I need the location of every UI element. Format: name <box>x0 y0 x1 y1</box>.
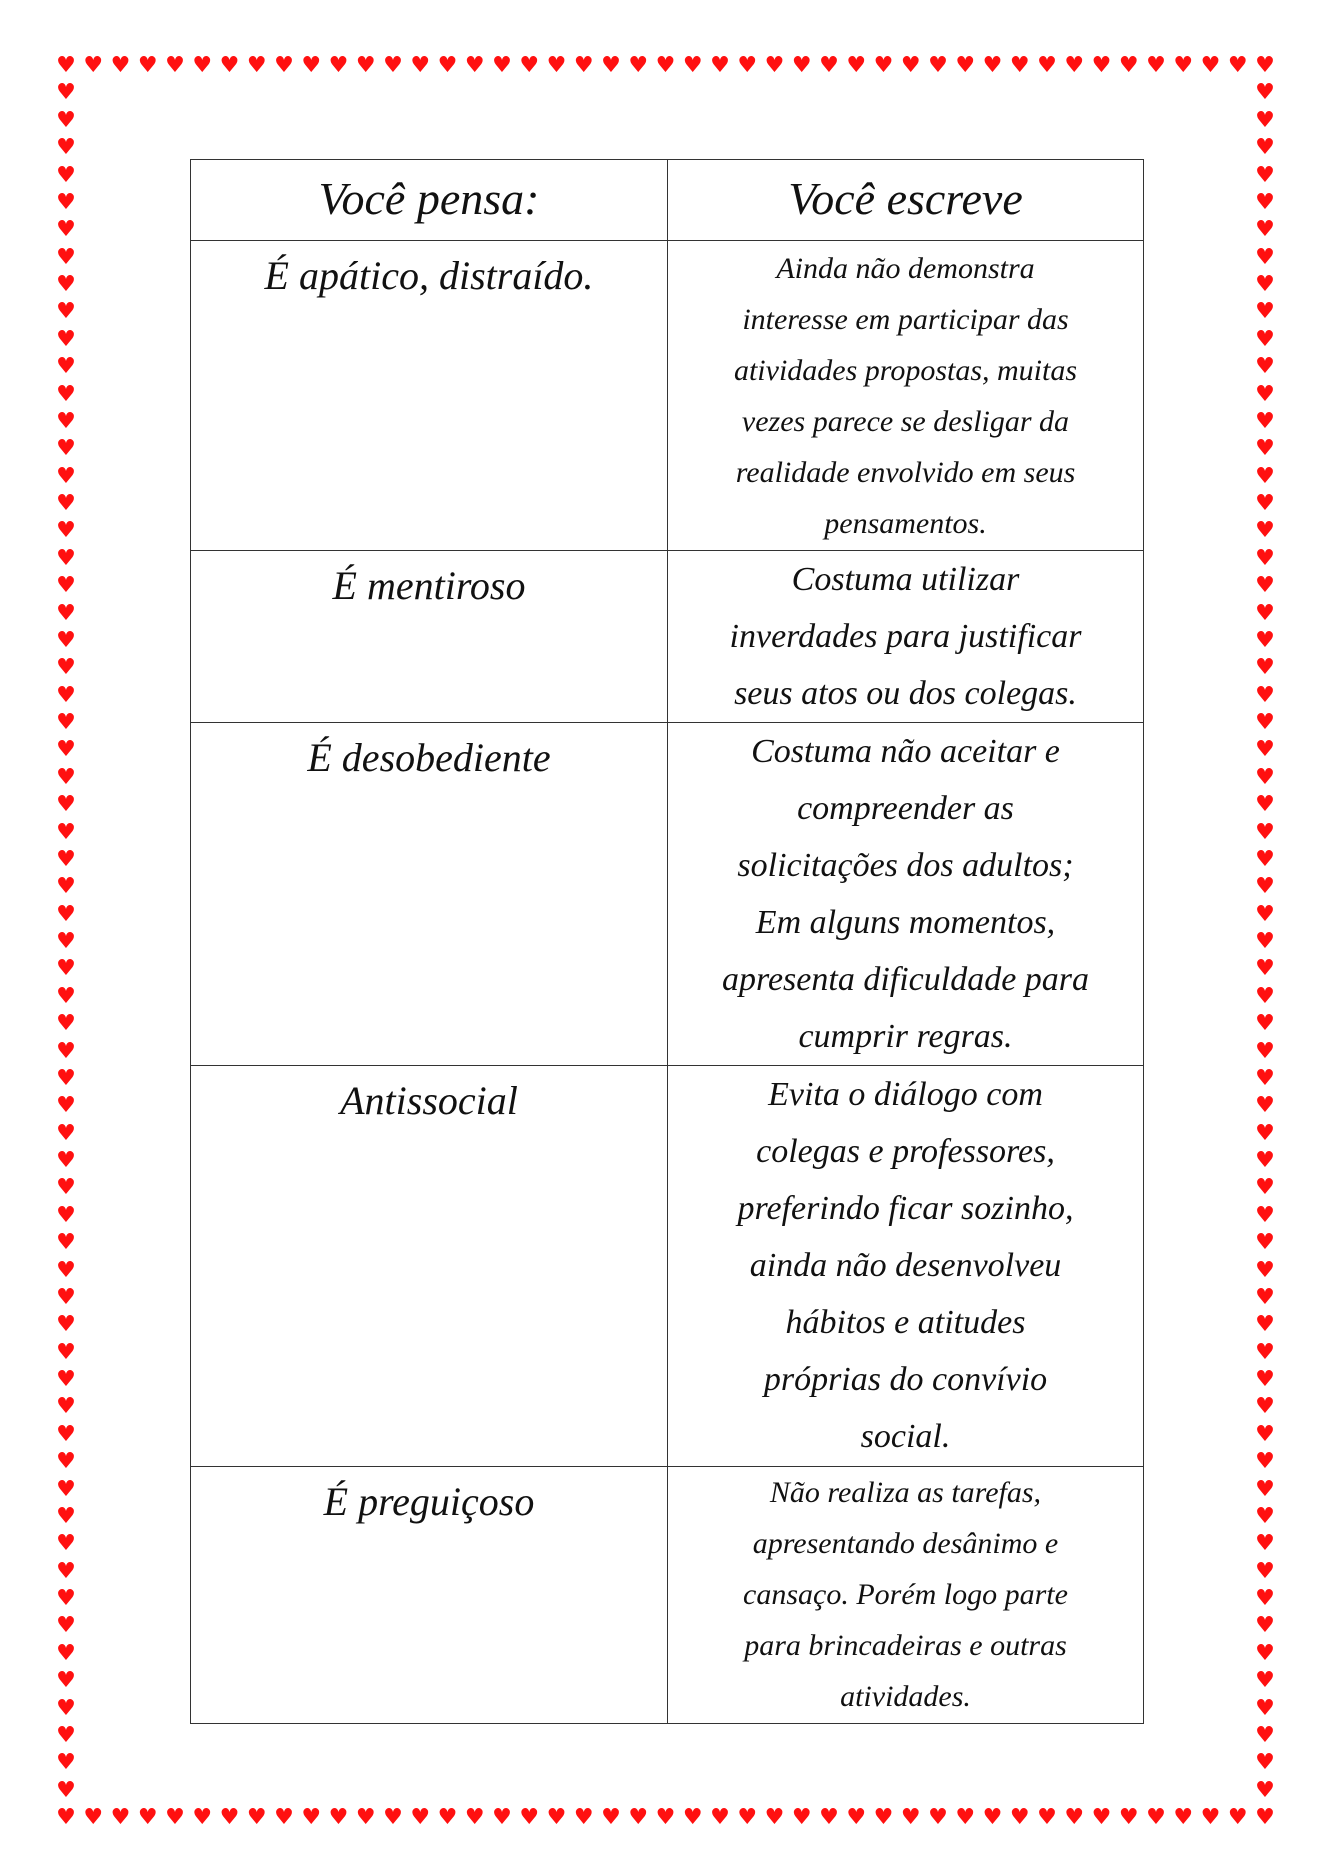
heart-icon: ♥ <box>1255 1202 1275 1228</box>
heart-icon: ♥ <box>1255 1011 1275 1037</box>
heart-icon: ♥ <box>873 1805 894 1830</box>
heart-icon: ♥ <box>56 463 76 489</box>
heart-icon: ♥ <box>56 244 76 270</box>
heart-icon: ♥ <box>628 53 649 78</box>
heart-icon: ♥ <box>301 53 322 78</box>
heart-icon: ♥ <box>56 518 76 544</box>
heart-icon: ♥ <box>1255 217 1275 243</box>
think-cell: É preguiçoso <box>191 1467 668 1724</box>
heart-icon: ♥ <box>410 53 431 78</box>
heart-icon: ♥ <box>737 1805 758 1830</box>
heart-icon: ♥ <box>56 1339 76 1365</box>
heart-icon: ♥ <box>56 1148 76 1173</box>
heart-icon: ♥ <box>56 1449 76 1475</box>
heart-icon: ♥ <box>1255 1531 1275 1557</box>
write-line: social. <box>860 1418 951 1455</box>
write-line: colegas e professores, <box>756 1133 1055 1170</box>
write-cell <box>668 241 1144 551</box>
think-cell: É mentiroso <box>191 551 668 723</box>
heart-icon: ♥ <box>710 53 730 78</box>
heart-icon: ♥ <box>56 1503 76 1529</box>
heart-icon: ♥ <box>56 1695 76 1721</box>
heart-icon: ♥ <box>56 1421 76 1447</box>
heart-icon: ♥ <box>1037 1805 1057 1830</box>
write-line: Em alguns momentos, <box>755 904 1056 941</box>
heart-icon: ♥ <box>1255 244 1275 270</box>
heart-icon: ♥ <box>1255 1613 1275 1639</box>
heart-icon: ♥ <box>1255 655 1275 681</box>
heart-icon: ♥ <box>383 1805 403 1830</box>
heart-icon: ♥ <box>928 1805 948 1830</box>
write-line: atividades propostas, muitas <box>733 354 1078 387</box>
heart-icon: ♥ <box>355 53 376 78</box>
heart-icon: ♥ <box>1255 1722 1275 1748</box>
heart-icon: ♥ <box>56 1613 76 1639</box>
heart-icon: ♥ <box>846 53 867 78</box>
heart-icon: ♥ <box>1255 1449 1275 1475</box>
heart-icon: ♥ <box>56 135 76 161</box>
heart-icon: ♥ <box>1255 1394 1275 1420</box>
heart-icon: ♥ <box>1255 1750 1275 1776</box>
heart-icon: ♥ <box>56 107 76 133</box>
heart-icon: ♥ <box>601 53 621 78</box>
heart-icon: ♥ <box>873 53 894 78</box>
heart-icon: ♥ <box>192 53 213 78</box>
heart-icon: ♥ <box>982 53 1003 78</box>
heart-icon: ♥ <box>383 53 403 78</box>
heart-icon: ♥ <box>1255 819 1275 845</box>
heart-icon: ♥ <box>546 1805 567 1830</box>
write-line: seus atos ou dos colegas. <box>734 675 1077 712</box>
heart-icon: ♥ <box>137 1805 158 1830</box>
table-header-row <box>191 160 1144 241</box>
heart-icon: ♥ <box>1255 53 1275 78</box>
heart-icon: ♥ <box>1255 792 1275 818</box>
heart-icon: ♥ <box>56 1202 76 1228</box>
heart-icon: ♥ <box>1255 956 1275 982</box>
heart-icon: ♥ <box>1064 53 1085 78</box>
heart-icon: ♥ <box>1091 53 1112 78</box>
write-line: ainda não desenvolveu <box>749 1247 1062 1284</box>
heart-icon: ♥ <box>1255 682 1275 708</box>
heart-icon: ♥ <box>1173 53 1194 78</box>
heart-icon: ♥ <box>1173 1805 1194 1830</box>
write-line: pensamentos. <box>824 507 987 540</box>
table-row <box>191 723 1144 1066</box>
heart-icon: ♥ <box>928 53 948 78</box>
heart-icon: ♥ <box>56 299 76 325</box>
heart-icon: ♥ <box>56 1586 76 1611</box>
heart-icon: ♥ <box>1255 1339 1275 1365</box>
heart-icon: ♥ <box>1255 1367 1275 1392</box>
heart-icon: ♥ <box>246 53 267 78</box>
heart-icon: ♥ <box>56 217 76 243</box>
heart-icon: ♥ <box>1255 627 1275 653</box>
heart-icon: ♥ <box>1255 107 1275 133</box>
heart-icon: ♥ <box>83 1805 104 1830</box>
heart-icon: ♥ <box>56 1367 76 1392</box>
write-line: atividades. <box>840 1680 971 1713</box>
heart-icon: ♥ <box>56 573 76 599</box>
header-you-think: Você pensa: <box>191 160 668 241</box>
heart-icon: ♥ <box>1146 53 1166 78</box>
heart-icon: ♥ <box>1255 408 1275 434</box>
heart-icon: ♥ <box>1255 1257 1275 1283</box>
heart-icon: ♥ <box>328 53 349 78</box>
heart-icon: ♥ <box>955 1805 976 1830</box>
heart-icon: ♥ <box>1255 1503 1275 1529</box>
heart-icon: ♥ <box>56 1038 76 1064</box>
heart-icon: ♥ <box>1255 1065 1275 1091</box>
heart-icon: ♥ <box>1255 1038 1275 1064</box>
heart-icon: ♥ <box>56 408 76 434</box>
heart-icon: ♥ <box>1255 764 1275 790</box>
write-line: apresentando desânimo e <box>752 1527 1059 1560</box>
heart-icon: ♥ <box>1255 80 1275 106</box>
heart-icon: ♥ <box>1255 1312 1275 1338</box>
behavior-table <box>190 159 1144 1724</box>
write-line: Costuma utilizar <box>791 561 1020 598</box>
heart-icon: ♥ <box>573 1805 594 1830</box>
heart-icon: ♥ <box>655 1805 676 1830</box>
write-line: apresenta dificuldade para <box>721 961 1090 998</box>
heart-icon: ♥ <box>1255 846 1275 872</box>
heart-icon: ♥ <box>410 1805 431 1830</box>
heart-icon: ♥ <box>1146 1805 1166 1830</box>
heart-icon: ♥ <box>519 1805 540 1830</box>
write-line: realidade envolvido em seus <box>735 456 1076 489</box>
heart-icon: ♥ <box>819 53 839 78</box>
heart-icon: ♥ <box>1255 518 1275 544</box>
heart-icon: ♥ <box>1255 135 1275 161</box>
heart-icon: ♥ <box>1009 1805 1030 1830</box>
heart-icon: ♥ <box>1255 1230 1275 1256</box>
heart-icon: ♥ <box>492 53 512 78</box>
heart-icon: ♥ <box>56 710 76 735</box>
heart-icon: ♥ <box>110 53 131 78</box>
heart-icon: ♥ <box>1255 1093 1275 1119</box>
heart-icon: ♥ <box>219 1805 240 1830</box>
think-cell: Antissocial <box>191 1066 668 1467</box>
heart-icon: ♥ <box>219 53 240 78</box>
write-line: cumprir regras. <box>798 1018 1013 1055</box>
heart-icon: ♥ <box>274 53 294 78</box>
heart-icon: ♥ <box>56 1120 76 1146</box>
write-cell <box>668 1066 1144 1467</box>
heart-icon: ♥ <box>601 1805 621 1830</box>
heart-icon: ♥ <box>56 1093 76 1119</box>
heart-icon: ♥ <box>437 53 458 78</box>
heart-icon: ♥ <box>1255 1668 1275 1694</box>
heart-icon: ♥ <box>519 53 540 78</box>
heart-icon: ♥ <box>1009 53 1030 78</box>
write-cell <box>668 551 1144 723</box>
heart-icon: ♥ <box>56 545 76 571</box>
heart-icon: ♥ <box>56 53 76 78</box>
heart-icon: ♥ <box>56 1805 76 1830</box>
heart-icon: ♥ <box>1255 545 1275 571</box>
think-cell: É apático, distraído. <box>191 241 668 551</box>
heart-icon: ♥ <box>982 1805 1003 1830</box>
heart-icon: ♥ <box>56 737 76 763</box>
heart-icon: ♥ <box>1255 874 1275 900</box>
heart-icon: ♥ <box>56 1284 76 1310</box>
write-line: preferindo ficar sozinho, <box>737 1190 1074 1227</box>
heart-icon: ♥ <box>846 1805 867 1830</box>
heart-icon: ♥ <box>1255 1586 1275 1611</box>
heart-icon: ♥ <box>1255 354 1275 380</box>
heart-icon: ♥ <box>301 1805 322 1830</box>
heart-icon: ♥ <box>56 1065 76 1091</box>
write-line: para brincadeiras e outras <box>744 1629 1067 1662</box>
heart-icon: ♥ <box>56 1531 76 1557</box>
write-cell <box>668 723 1144 1066</box>
heart-icon: ♥ <box>56 354 76 380</box>
heart-icon: ♥ <box>56 1750 76 1776</box>
write-line: Não realiza as tarefas, <box>769 1476 1042 1509</box>
heart-icon: ♥ <box>110 1805 131 1830</box>
heart-icon: ♥ <box>56 1777 76 1803</box>
heart-icon: ♥ <box>1255 983 1275 1009</box>
heart-icon: ♥ <box>1255 1476 1275 1502</box>
table-row <box>191 241 1144 551</box>
heart-icon: ♥ <box>1255 600 1275 626</box>
heart-icon: ♥ <box>1255 1284 1275 1310</box>
heart-icon: ♥ <box>56 326 76 352</box>
write-line: interesse em participar das <box>742 303 1069 336</box>
heart-icon: ♥ <box>165 1805 185 1830</box>
write-line: Evita o diálogo com <box>768 1076 1043 1113</box>
heart-icon: ♥ <box>1200 1805 1221 1830</box>
write-line: cansaço. Porém logo parte <box>743 1578 1068 1611</box>
heart-icon: ♥ <box>1255 162 1275 188</box>
heart-icon: ♥ <box>437 1805 458 1830</box>
heart-icon: ♥ <box>1255 1120 1275 1146</box>
heart-icon: ♥ <box>464 1805 485 1830</box>
heart-icon: ♥ <box>791 53 812 78</box>
table-row <box>191 1066 1144 1467</box>
heart-icon: ♥ <box>56 1175 76 1201</box>
heart-icon: ♥ <box>682 1805 703 1830</box>
heart-icon: ♥ <box>246 1805 267 1830</box>
heart-icon: ♥ <box>1255 901 1275 927</box>
heart-icon: ♥ <box>1037 53 1057 78</box>
heart-icon: ♥ <box>791 1805 812 1830</box>
heart-icon: ♥ <box>56 381 76 407</box>
heart-icon: ♥ <box>56 764 76 790</box>
heart-icon: ♥ <box>56 627 76 653</box>
heart-icon: ♥ <box>56 901 76 927</box>
heart-icon: ♥ <box>1255 573 1275 599</box>
write-line: vezes parece se desligar da <box>741 405 1070 438</box>
heart-icon: ♥ <box>1255 737 1275 763</box>
think-cell: É desobediente <box>191 723 668 1066</box>
heart-icon: ♥ <box>1255 1175 1275 1201</box>
heart-icon: ♥ <box>56 600 76 626</box>
heart-icon: ♥ <box>56 1558 76 1584</box>
heart-icon: ♥ <box>56 1640 76 1666</box>
heart-icon: ♥ <box>546 53 567 78</box>
write-line: Ainda não demonstra <box>776 252 1035 285</box>
write-line: Costuma não aceitar e <box>751 733 1060 770</box>
heart-icon: ♥ <box>1255 272 1275 297</box>
heart-icon: ♥ <box>165 53 185 78</box>
heart-icon: ♥ <box>56 819 76 845</box>
heart-icon: ♥ <box>492 1805 512 1830</box>
heart-icon: ♥ <box>655 53 676 78</box>
heart-icon: ♥ <box>137 53 158 78</box>
heart-icon: ♥ <box>56 1312 76 1338</box>
heart-icon: ♥ <box>900 53 921 78</box>
heart-icon: ♥ <box>56 1476 76 1502</box>
heart-icon: ♥ <box>573 53 594 78</box>
heart-icon: ♥ <box>900 1805 921 1830</box>
heart-icon: ♥ <box>56 682 76 708</box>
heart-icon: ♥ <box>1255 1421 1275 1447</box>
heart-icon: ♥ <box>1255 299 1275 325</box>
write-line: compreender as <box>797 790 1014 827</box>
write-cell <box>668 1467 1144 1724</box>
heart-icon: ♥ <box>355 1805 376 1830</box>
heart-icon: ♥ <box>1064 1805 1085 1830</box>
heart-icon: ♥ <box>1255 1148 1275 1173</box>
heart-icon: ♥ <box>764 1805 785 1830</box>
heart-icon: ♥ <box>737 53 758 78</box>
heart-icon: ♥ <box>274 1805 294 1830</box>
heart-icon: ♥ <box>328 1805 349 1830</box>
heart-icon: ♥ <box>56 189 76 215</box>
heart-icon: ♥ <box>628 1805 649 1830</box>
heart-icon: ♥ <box>192 1805 213 1830</box>
write-line: solicitações dos adultos; <box>737 847 1074 884</box>
table-row <box>191 1467 1144 1724</box>
heart-icon: ♥ <box>1255 326 1275 352</box>
heart-icon: ♥ <box>710 1805 730 1830</box>
heart-icon: ♥ <box>1200 53 1221 78</box>
heart-icon: ♥ <box>464 53 485 78</box>
heart-icon: ♥ <box>1227 1805 1248 1830</box>
heart-icon: ♥ <box>1255 1805 1275 1830</box>
heart-icon: ♥ <box>1255 929 1275 954</box>
heart-icon: ♥ <box>1255 189 1275 215</box>
heart-icon: ♥ <box>56 436 76 462</box>
heart-icon: ♥ <box>56 1011 76 1037</box>
heart-icon: ♥ <box>1255 1640 1275 1666</box>
heart-icon: ♥ <box>56 1722 76 1748</box>
heart-icon: ♥ <box>56 1230 76 1256</box>
heart-icon: ♥ <box>56 1394 76 1420</box>
heart-icon: ♥ <box>682 53 703 78</box>
heart-icon: ♥ <box>56 846 76 872</box>
write-line: hábitos e atitudes <box>785 1304 1026 1341</box>
table-row <box>191 551 1144 723</box>
heart-icon: ♥ <box>1255 491 1275 516</box>
heart-icon: ♥ <box>56 956 76 982</box>
heart-icon: ♥ <box>819 1805 839 1830</box>
heart-icon: ♥ <box>56 491 76 516</box>
header-you-write: Você escreve <box>668 160 1144 241</box>
heart-icon: ♥ <box>56 655 76 681</box>
heart-icon: ♥ <box>1227 53 1248 78</box>
heart-icon: ♥ <box>1255 710 1275 735</box>
heart-icon: ♥ <box>56 792 76 818</box>
heart-icon: ♥ <box>955 53 976 78</box>
heart-icon: ♥ <box>56 929 76 954</box>
heart-icon: ♥ <box>56 1257 76 1283</box>
heart-icon: ♥ <box>1255 1558 1275 1584</box>
write-line: inverdades para justificar <box>729 618 1082 655</box>
heart-icon: ♥ <box>1255 1695 1275 1721</box>
heart-icon: ♥ <box>1118 1805 1139 1830</box>
heart-icon: ♥ <box>56 983 76 1009</box>
heart-icon: ♥ <box>56 874 76 900</box>
heart-icon: ♥ <box>1255 1777 1275 1803</box>
heart-icon: ♥ <box>1091 1805 1112 1830</box>
heart-icon: ♥ <box>83 53 104 78</box>
heart-icon: ♥ <box>1255 463 1275 489</box>
heart-icon: ♥ <box>764 53 785 78</box>
write-line: próprias do convívio <box>763 1361 1048 1398</box>
heart-icon: ♥ <box>1255 381 1275 407</box>
heart-icon: ♥ <box>56 80 76 106</box>
heart-icon: ♥ <box>56 162 76 188</box>
heart-icon: ♥ <box>1255 436 1275 462</box>
heart-icon: ♥ <box>1118 53 1139 78</box>
heart-icon: ♥ <box>56 272 76 297</box>
heart-icon: ♥ <box>56 1668 76 1694</box>
